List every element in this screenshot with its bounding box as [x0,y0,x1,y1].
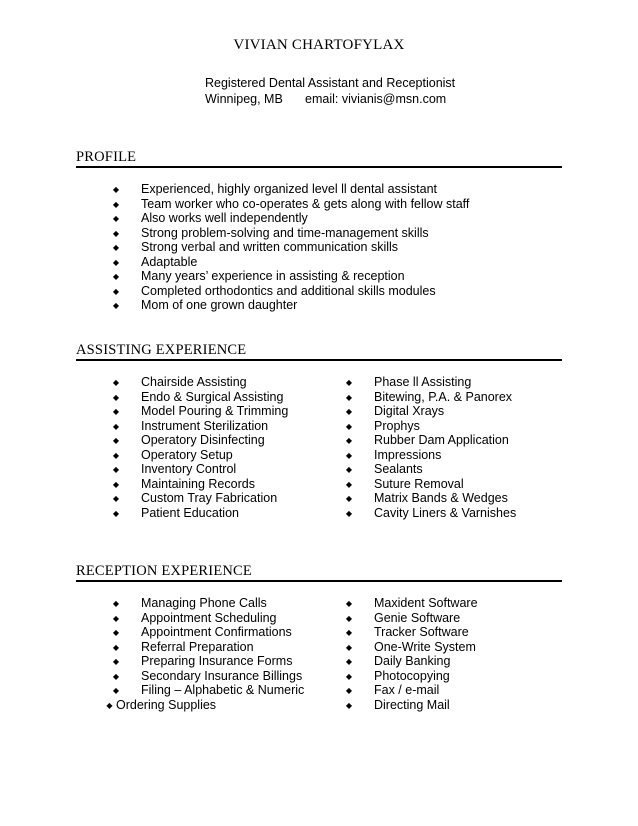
list-item-text: Many years’ experience in assisting & reception [141,269,405,283]
list-item-text: Sealants [374,462,423,476]
list-item-text: Bitewing, P.A. & Panorex [374,389,513,404]
list-item [111,625,304,640]
diamond-bullet-icon: ◆ [112,686,120,695]
diamond-bullet-icon: ◆ [345,642,353,652]
list-item [111,433,288,448]
diamond-bullet-icon: ◆ [112,450,120,460]
list-item-text: Secondary Insurance Billings [141,668,303,683]
diamond-bullet-icon: ◆ [345,671,353,681]
list-item-text: Completed orthodontics and additional skills modules [141,283,436,298]
list-item-text: Matrix Bands & Wedges [374,491,508,505]
list-item [344,375,516,390]
list-item [111,240,469,255]
diamond-bullet-icon: ◆ [112,642,120,652]
reception-list-right [344,596,478,712]
list-item [344,611,478,626]
diamond-bullet-icon: ◆ [112,628,120,637]
list-item-text: Cavity Liners & Varnishes [374,505,517,520]
section-divider [76,359,562,361]
list-item [111,448,288,463]
list-item [111,669,304,684]
diamond-bullet-icon: ◆ [112,657,120,666]
diamond-bullet-icon: ◆ [112,599,120,608]
diamond-bullet-icon: ◆ [112,465,120,474]
diamond-bullet-icon: ◆ [345,657,353,666]
list-item-text: Strong verbal and written communication skills [141,240,399,254]
list-item-text: Phase ll Assisting [374,375,472,389]
assisting-list-left [111,375,288,520]
list-item [344,390,516,405]
list-item-text: Inventory Control [141,462,237,476]
list-item [111,197,469,212]
list-item-text: One-Write System [374,639,476,654]
diamond-bullet-icon: ◆ [112,214,120,223]
assisting-list-right [344,375,516,520]
diamond-bullet-icon: ◆ [345,599,353,608]
list-item-text: Impressions [374,447,442,462]
list-item [111,255,469,270]
list-item [111,390,288,405]
diamond-bullet-icon: ◆ [112,228,120,238]
list-item-text: Ordering Supplies [116,697,217,712]
diamond-bullet-icon: ◆ [112,301,120,310]
list-item-text: Rubber Dam Application [374,433,509,447]
diamond-bullet-icon: ◆ [345,494,353,503]
list-item-text: Maxident Software [374,596,478,610]
list-item-text: Suture Removal [374,476,464,491]
list-item-text: Appointment Confirmations [141,625,292,639]
diamond-bullet-icon: ◆ [112,378,120,387]
diamond-bullet-icon: ◆ [345,392,353,402]
list-item-text: Maintaining Records [141,476,255,491]
list-item [344,477,516,492]
list-item [344,640,478,655]
list-item [111,269,469,284]
diamond-bullet-icon: ◆ [112,671,120,681]
diamond-bullet-icon: ◆ [345,613,353,623]
list-item [111,596,304,611]
diamond-bullet-icon: ◆ [345,436,353,445]
list-item [111,654,304,669]
list-item [344,683,478,698]
list-item [106,698,304,713]
list-item-text: Directing Mail [374,697,450,712]
list-item-text: Patient Education [141,505,239,520]
list-item [111,284,469,299]
diamond-bullet-icon: ◆ [345,378,353,387]
city: Winnipeg, MB [205,92,283,106]
list-item [111,640,304,655]
list-item-text: Digital Xrays [374,404,445,418]
list-item [344,596,478,611]
diamond-bullet-icon: ◆ [345,508,353,518]
diamond-bullet-icon: ◆ [345,407,353,416]
diamond-bullet-icon: ◆ [345,465,353,474]
list-item [344,625,478,640]
list-item [344,404,516,419]
diamond-bullet-icon: ◆ [112,286,120,296]
list-item [344,491,516,506]
section-title-reception: RECEPTION EXPERIENCE [76,563,252,579]
email: email: vivianis@msn.com [305,92,447,106]
list-item [111,506,288,521]
list-item-text: Strong problem-solving and time-management skills [141,225,429,240]
list-item-text: Chairside Assisting [141,375,247,389]
diamond-bullet-icon: ◆ [345,628,353,637]
list-item [344,433,516,448]
list-item [111,211,469,226]
list-item-text: Referral Preparation [141,639,254,654]
list-item-text: Endo & Surgical Assisting [141,389,284,404]
list-item [111,462,288,477]
diamond-bullet-icon: ◆ [345,479,353,489]
diamond-bullet-icon: ◆ [112,508,120,518]
list-item-text: Daily Banking [374,654,451,668]
diamond-bullet-icon: ◆ [112,392,120,402]
diamond-bullet-icon: ◆ [345,700,353,710]
list-item-text: Managing Phone Calls [141,596,267,610]
diamond-bullet-icon: ◆ [112,272,120,281]
list-item [111,491,288,506]
list-item-text: Operatory Disinfecting [141,433,265,447]
list-item [344,654,478,669]
list-item-text: Mom of one grown daughter [141,298,298,312]
list-item-text: Team worker who co-operates & gets along with fellow staff [141,196,470,211]
list-item [344,669,478,684]
list-item-text: Experienced, highly organized level ll dental assistant [141,182,438,196]
candidate-title: Registered Dental Assistant and Receptionist [205,76,456,90]
diamond-bullet-icon: ◆ [112,613,120,623]
list-item [111,683,304,698]
list-item [344,698,478,713]
list-item [344,419,516,434]
diamond-bullet-icon: ◆ [106,700,113,710]
list-item-text: Genie Software [374,610,461,625]
diamond-bullet-icon: ◆ [112,436,120,445]
candidate-name: VIVIAN CHARTOFYLAX [233,37,405,53]
reception-list-left [106,596,305,712]
list-item-text: Preparing Insurance Forms [141,654,293,668]
list-item-text: Photocopying [374,668,450,683]
list-item-text: Fax / e-mail [374,683,440,697]
list-item-text: Instrument Sterilization [141,418,269,433]
list-item-text: Filing – Alphabetic & Numeric [141,683,305,697]
list-item [111,375,288,390]
list-item [111,611,304,626]
list-item-text: Prophys [374,418,420,433]
diamond-bullet-icon: ◆ [112,494,120,503]
list-item-text: Model Pouring & Trimming [141,404,289,418]
section-title-profile: PROFILE [76,149,137,165]
list-item [344,462,516,477]
list-item-text: Appointment Scheduling [141,610,277,625]
profile-list [111,182,469,313]
list-item [344,448,516,463]
section-title-assisting: ASSISTING EXPERIENCE [76,342,247,358]
diamond-bullet-icon: ◆ [112,199,120,209]
list-item [344,506,516,521]
list-item [111,298,469,313]
list-item-text: Adaptable [141,254,198,269]
diamond-bullet-icon: ◆ [112,479,120,489]
diamond-bullet-icon: ◆ [112,257,120,267]
diamond-bullet-icon: ◆ [112,407,120,416]
diamond-bullet-icon: ◆ [112,185,120,194]
list-item [111,404,288,419]
diamond-bullet-icon: ◆ [345,450,353,460]
list-item-text: Also works well independently [141,211,308,225]
diamond-bullet-icon: ◆ [112,421,120,431]
diamond-bullet-icon: ◆ [345,421,353,431]
list-item [111,477,288,492]
list-item [111,226,469,241]
list-item-text: Custom Tray Fabrication [141,491,278,505]
section-divider [76,580,562,582]
list-item-text: Tracker Software [374,625,469,639]
list-item-text: Operatory Setup [141,447,233,462]
section-divider [76,166,562,168]
contact-line [205,92,446,106]
list-item [111,182,469,197]
list-item [111,419,288,434]
diamond-bullet-icon: ◆ [345,686,353,695]
diamond-bullet-icon: ◆ [112,243,120,252]
